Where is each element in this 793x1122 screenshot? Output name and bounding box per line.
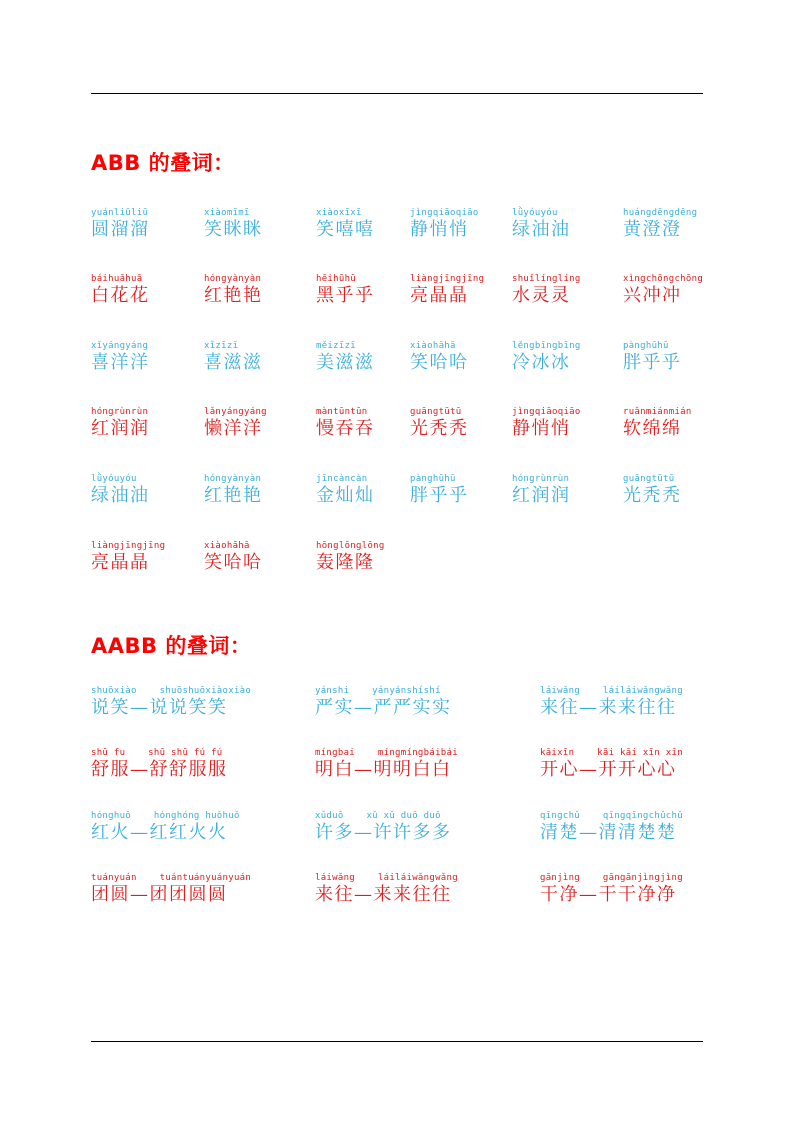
pinyin-label: xǔduō xǔ xǔ duō duō: [315, 811, 441, 821]
abb-word-item: [512, 341, 581, 374]
pinyin-label: pànghūhū: [623, 341, 669, 351]
hanzi-word: 金灿灿: [316, 485, 375, 506]
abb-word-item: [91, 541, 165, 574]
abb-word-item: [623, 274, 703, 307]
pinyin-label: hēihūhū: [316, 274, 357, 284]
pinyin-label: kāixīn kāi kāi xīn xīn: [540, 748, 683, 758]
abb-section-title: ABB 的叠词：: [91, 151, 235, 175]
pinyin-label: xiàoxīxī: [316, 208, 362, 218]
abb-word-item: [512, 274, 581, 307]
hanzi-word: 严实—严严实实: [315, 697, 452, 718]
pinyin-label: xiàomīmī: [204, 208, 250, 218]
pinyin-label: míngbai míngmíngbáibái: [315, 748, 458, 758]
aabb-word-item: [91, 748, 228, 781]
bottom-rule: [91, 1041, 703, 1042]
aabb-word-item: [91, 811, 240, 844]
top-rule: [91, 93, 703, 94]
hanzi-word: 黑乎乎: [316, 285, 375, 306]
hanzi-word: 笑嘻嘻: [316, 219, 375, 240]
hanzi-word: 绿油油: [512, 219, 571, 240]
hanzi-word: 静悄悄: [512, 418, 571, 439]
pinyin-label: yánshi yányánshíshí: [315, 686, 441, 696]
hanzi-word: 光秃秃: [623, 485, 682, 506]
abb-word-item: [410, 208, 479, 241]
hanzi-word: 开心—开开心心: [540, 759, 677, 780]
hanzi-word: 许多—许许多多: [315, 822, 452, 843]
pinyin-label: hōnglōnglōng: [316, 541, 385, 551]
pinyin-label: liàngjīngjīng: [410, 274, 485, 284]
pinyin-label: lǜyóuyóu: [91, 474, 137, 484]
abb-word-item: [623, 341, 682, 374]
abb-word-item: [512, 474, 571, 507]
hanzi-word: 胖乎乎: [410, 485, 469, 506]
aabb-word-item: [315, 748, 458, 781]
pinyin-label: shuǐlínglíng: [512, 274, 581, 284]
hanzi-word: 兴冲冲: [623, 285, 682, 306]
abb-word-item: [316, 407, 375, 440]
pinyin-label: gānjìng gāngānjìngjìng: [540, 873, 683, 883]
abb-word-item: [410, 341, 469, 374]
pinyin-label: pànghūhū: [410, 474, 456, 484]
abb-word-item: [204, 208, 263, 241]
pinyin-label: huángdēngdēng: [623, 208, 698, 218]
hanzi-word: 红火—红红火火: [91, 822, 228, 843]
pinyin-label: lěngbīngbīng: [512, 341, 581, 351]
pinyin-label: ruǎnmiánmián: [623, 407, 692, 417]
pinyin-label: jìngqiāoqiāo: [512, 407, 581, 417]
pinyin-label: měizīzī: [316, 341, 357, 351]
hanzi-word: 亮晶晶: [91, 552, 150, 573]
hanzi-word: 笑眯眯: [204, 219, 263, 240]
hanzi-word: 笑哈哈: [204, 552, 263, 573]
pinyin-label: lǜyóuyóu: [512, 208, 558, 218]
hanzi-word: 红艳艳: [204, 485, 263, 506]
pinyin-label: xiàohāhā: [204, 541, 250, 551]
pinyin-label: shuōxiào shuōshuōxiàoxiào: [91, 686, 252, 696]
pinyin-label: tuányuán tuántuányuányuán: [91, 873, 252, 883]
aabb-word-item: [91, 873, 251, 906]
pinyin-label: hóngyànyàn: [204, 274, 262, 284]
abb-word-item: [410, 407, 469, 440]
pinyin-label: xiàohāhā: [410, 341, 456, 351]
pinyin-label: xǐyángyáng: [91, 341, 149, 351]
abb-word-item: [512, 407, 581, 440]
pinyin-label: báihuāhuā: [91, 274, 143, 284]
pinyin-label: láiwǎng láiláiwǎngwǎng: [540, 686, 683, 696]
pinyin-label: liàngjīngjīng: [91, 541, 166, 551]
hanzi-word: 黄澄澄: [623, 219, 682, 240]
pinyin-label: guāngtūtū: [410, 407, 462, 417]
abb-word-item: [204, 407, 267, 440]
hanzi-word: 光秃秃: [410, 418, 469, 439]
hanzi-word: 红润润: [512, 485, 571, 506]
abb-word-item: [204, 541, 263, 574]
pinyin-label: jìngqiāoqiāo: [410, 208, 479, 218]
hanzi-word: 白花花: [91, 285, 150, 306]
abb-word-item: [316, 341, 375, 374]
abb-word-item: [316, 541, 385, 574]
hanzi-word: 团圆—团团圆圆: [91, 884, 228, 905]
hanzi-word: 清楚—清清楚楚: [540, 822, 677, 843]
hanzi-word: 圆溜溜: [91, 219, 150, 240]
hanzi-word: 喜洋洋: [91, 352, 150, 373]
abb-word-item: [91, 341, 150, 374]
aabb-word-item: [540, 686, 683, 719]
abb-word-item: [204, 341, 263, 374]
abb-word-item: [204, 274, 263, 307]
hanzi-word: 冷冰冰: [512, 352, 571, 373]
hanzi-word: 胖乎乎: [623, 352, 682, 373]
pinyin-label: guāngtūtū: [623, 474, 675, 484]
pinyin-label: xǐzīzī: [204, 341, 239, 351]
hanzi-word: 美滋滋: [316, 352, 375, 373]
aabb-word-item: [315, 873, 458, 906]
abb-word-item: [91, 208, 150, 241]
hanzi-word: 绿油油: [91, 485, 150, 506]
hanzi-word: 水灵灵: [512, 285, 571, 306]
hanzi-word: 明白—明明白白: [315, 759, 452, 780]
hanzi-word: 亮晶晶: [410, 285, 469, 306]
abb-word-item: [316, 274, 375, 307]
abb-word-item: [316, 208, 375, 241]
pinyin-label: shū fu shū shū fú fú: [91, 748, 223, 758]
hanzi-word: 懒洋洋: [204, 418, 263, 439]
hanzi-word: 来往—来来往往: [540, 697, 677, 718]
abb-word-item: [316, 474, 375, 507]
hanzi-word: 静悄悄: [410, 219, 469, 240]
hanzi-word: 软绵绵: [623, 418, 682, 439]
pinyin-label: jīncàncàn: [316, 474, 368, 484]
abb-word-item: [623, 474, 682, 507]
hanzi-word: 笑哈哈: [410, 352, 469, 373]
pinyin-label: màntūntūn: [316, 407, 368, 417]
pinyin-label: hónghuǒ hónghóng huǒhuǒ: [91, 811, 240, 821]
aabb-word-item: [91, 686, 251, 719]
abb-word-item: [623, 208, 697, 241]
hanzi-word: 慢吞吞: [316, 418, 375, 439]
abb-word-item: [512, 208, 571, 241]
aabb-word-item: [315, 811, 452, 844]
hanzi-word: 红艳艳: [204, 285, 263, 306]
hanzi-word: 说笑—说说笑笑: [91, 697, 228, 718]
aabb-section-title: AABB 的叠词：: [91, 634, 252, 658]
aabb-word-item: [540, 748, 683, 781]
hanzi-word: 舒服—舒舒服服: [91, 759, 228, 780]
aabb-word-item: [540, 873, 683, 906]
abb-word-item: [623, 407, 692, 440]
hanzi-word: 红润润: [91, 418, 150, 439]
pinyin-label: qīngchǔ qīngqīngchǔchǔ: [540, 811, 683, 821]
hanzi-word: 干净—干干净净: [540, 884, 677, 905]
hanzi-word: 来往—来来往往: [315, 884, 452, 905]
pinyin-label: lǎnyángyáng: [204, 407, 267, 417]
pinyin-label: hóngyànyàn: [204, 474, 262, 484]
aabb-word-item: [540, 811, 683, 844]
abb-word-item: [91, 474, 150, 507]
pinyin-label: hóngrùnrùn: [91, 407, 149, 417]
hanzi-word: 轰隆隆: [316, 552, 375, 573]
pinyin-label: hóngrùnrùn: [512, 474, 570, 484]
abb-word-item: [204, 474, 263, 507]
pinyin-label: xìngchōngchōng: [623, 274, 704, 284]
pinyin-label: láiwǎng láiláiwǎngwǎng: [315, 873, 458, 883]
abb-word-item: [410, 274, 484, 307]
abb-word-item: [91, 274, 150, 307]
aabb-word-item: [315, 686, 452, 719]
pinyin-label: yuánliūliū: [91, 208, 149, 218]
abb-word-item: [410, 474, 469, 507]
abb-word-item: [91, 407, 150, 440]
hanzi-word: 喜滋滋: [204, 352, 263, 373]
